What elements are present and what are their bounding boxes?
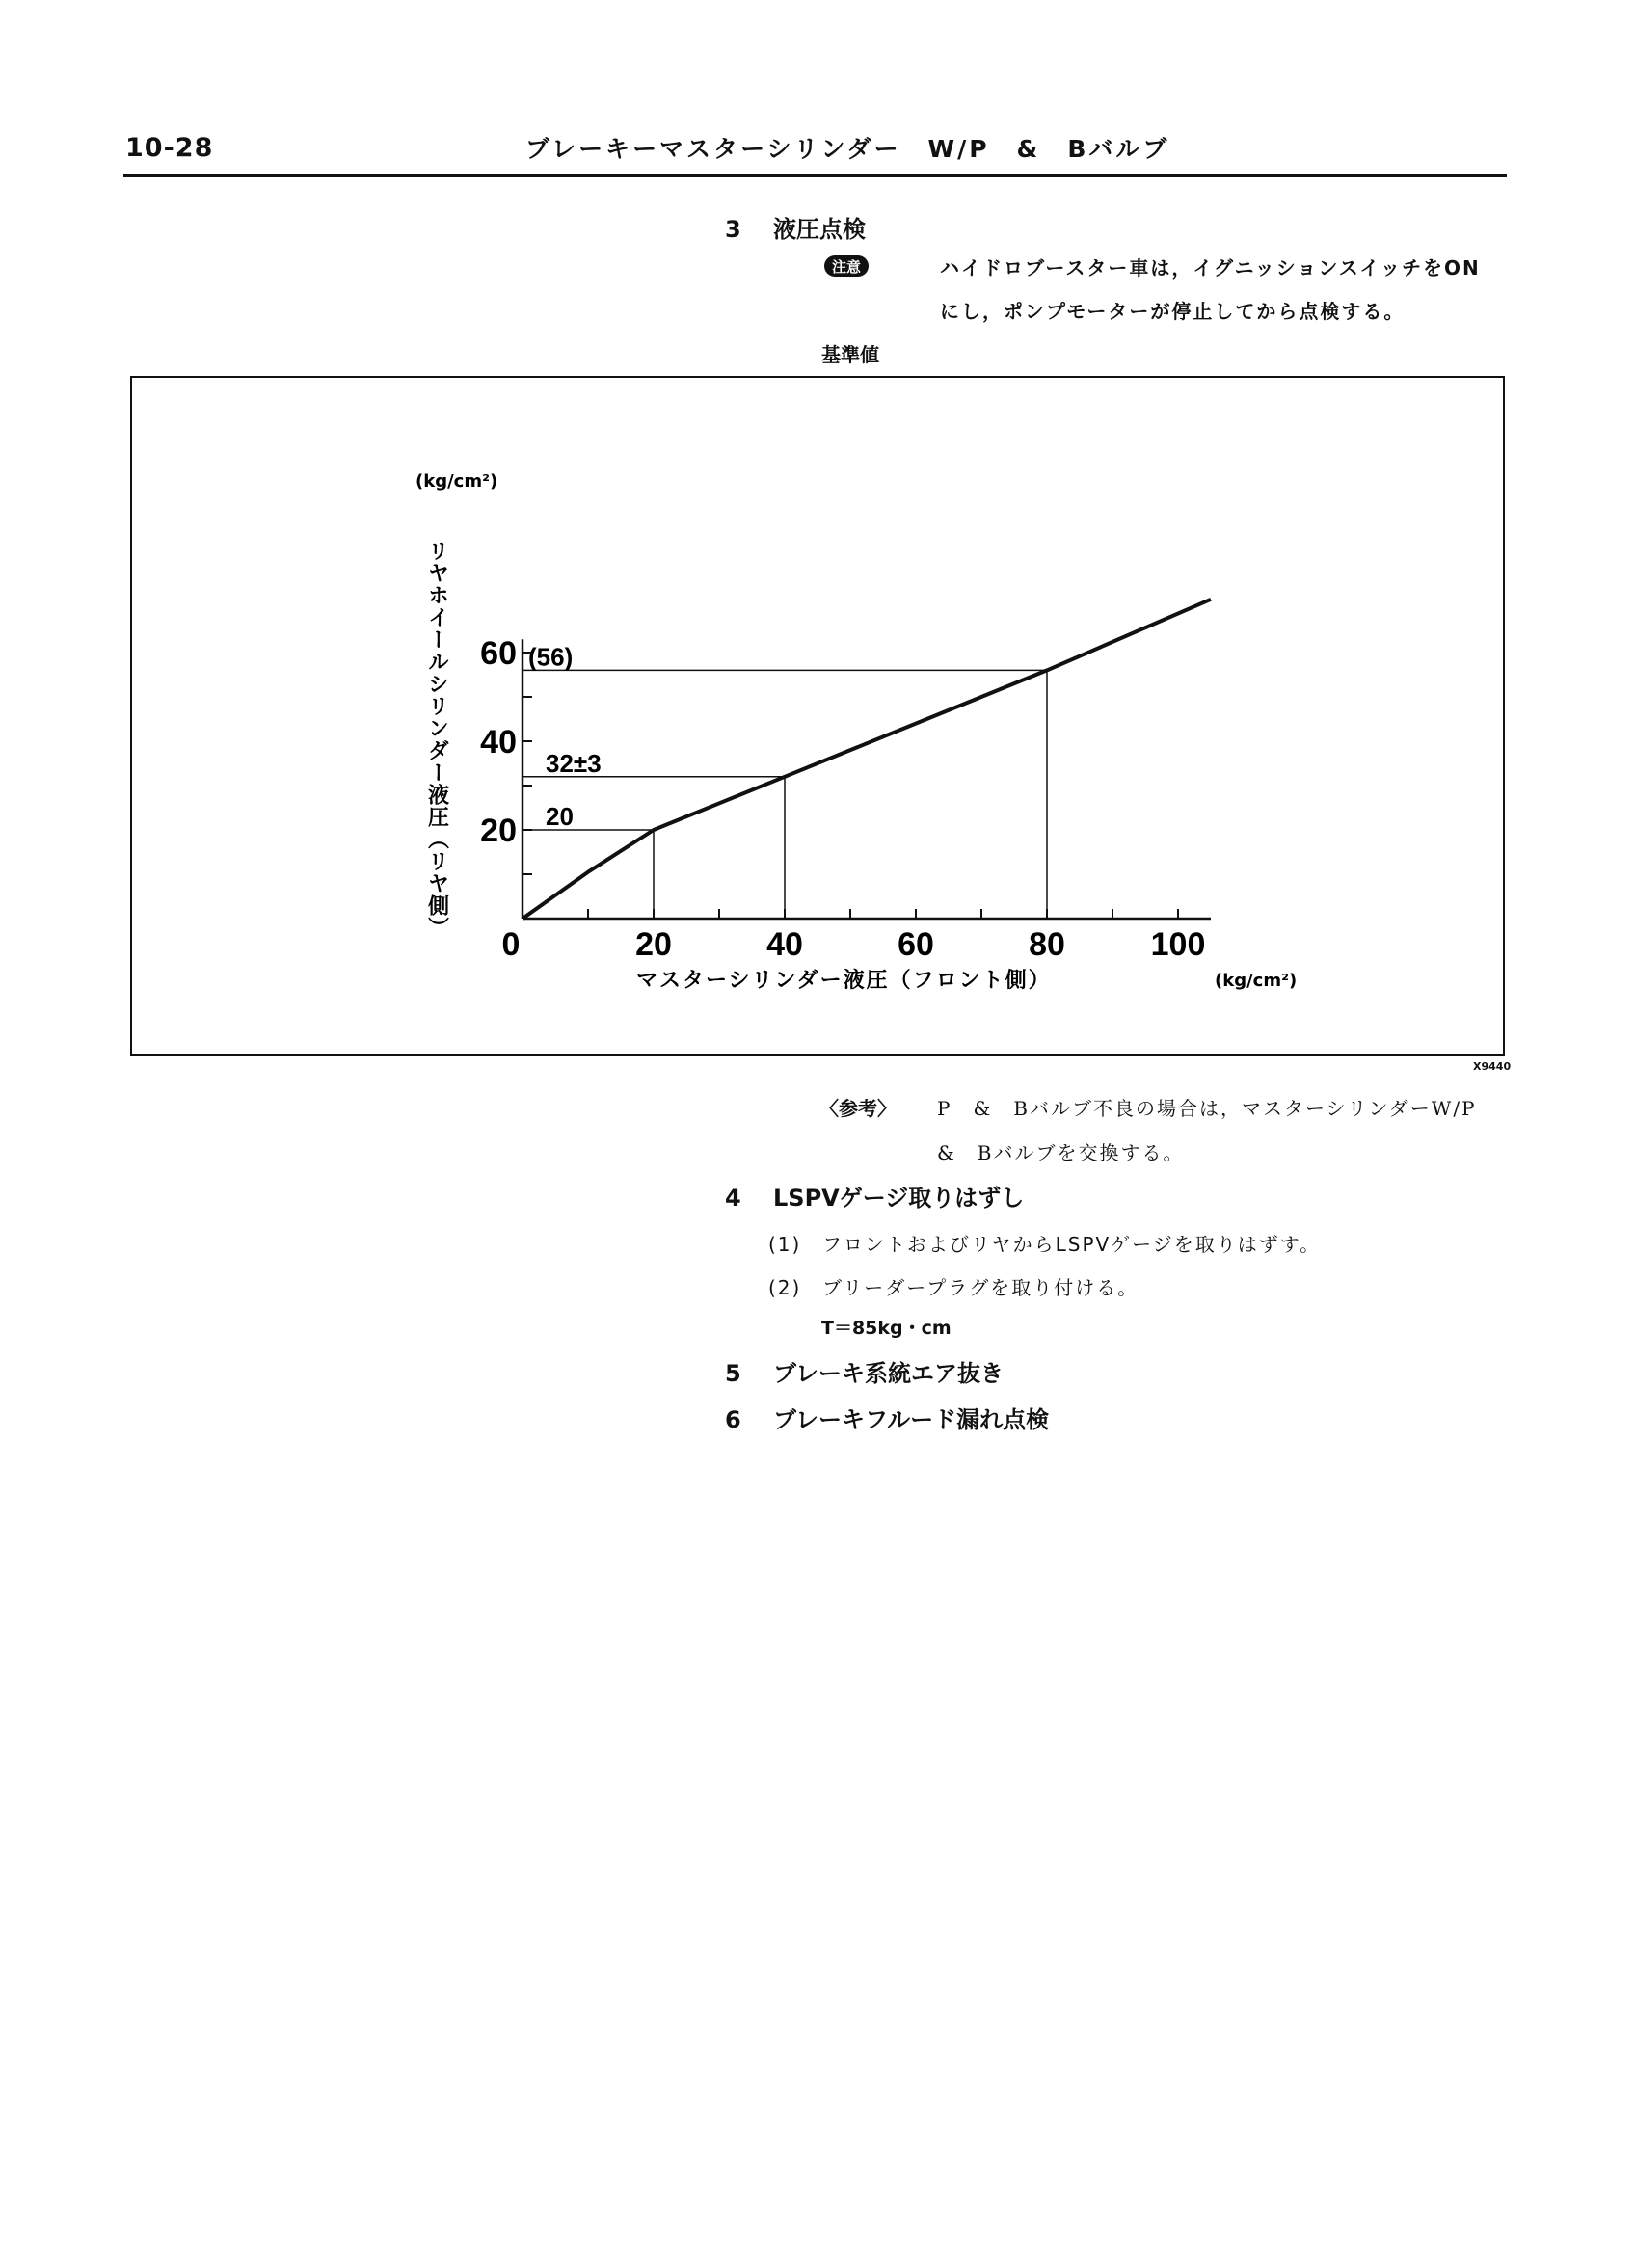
header-rule [123, 174, 1507, 177]
section-5-heading [725, 1354, 1004, 1388]
section-4-number: 4 [725, 1185, 741, 1212]
x-tick-label: 80 [1029, 926, 1065, 963]
x-axis-label: マスターシリンダー液圧（フロント側） [636, 969, 1052, 993]
pressure-chart [130, 376, 1505, 1056]
section-6-number: 6 [725, 1406, 741, 1433]
section-4-title: LSPVゲージ取りはずし [773, 1185, 1025, 1212]
y-tick-label: 40 [480, 724, 517, 760]
section-4-heading [725, 1179, 1024, 1213]
section-3-number: 3 [725, 216, 741, 243]
item-2-text: ブリーダープラグを取り付ける。 [822, 1276, 1139, 1299]
reference-value-label: 32±3 [546, 748, 602, 778]
section-3-title: 液圧点検 [773, 216, 866, 243]
reference-line-1: P & Bバルブ不良の場合は，マスターシリンダーW/P [937, 1097, 1477, 1120]
section-5-title: ブレーキ系統エア抜き [773, 1360, 1005, 1387]
x-tick-label: 60 [898, 926, 934, 963]
figure-id: X9440 [1473, 1060, 1512, 1073]
torque-spec: T＝85kg・cm [821, 1318, 952, 1339]
caution-line-2: にし，ポンプモーターが停止してから点検する。 [940, 300, 1406, 323]
standard-value-label: 基準値 [821, 343, 879, 366]
section-4-item-1 [768, 1229, 1321, 1257]
reference-value-label: 20 [546, 802, 574, 831]
section-6-heading [725, 1401, 1049, 1434]
caution-line-1: ハイドロブースター車は，イグニッションスイッチをON [940, 256, 1481, 280]
series-line [523, 600, 1211, 919]
y-tick-label: 60 [480, 635, 517, 672]
page-title: ブレーキーマスターシリンダー W/P & Bバルブ [525, 135, 1170, 163]
reference-value-label: (56) [528, 642, 574, 672]
y-tick-label: 20 [480, 813, 517, 849]
x-tick-label: 20 [635, 926, 672, 963]
reference-line-2: & Bバルブを交換する。 [937, 1141, 1185, 1164]
item-1-text: フロントおよびリヤからLSPVゲージを取りはずす。 [822, 1233, 1322, 1256]
reference-label: 〈参考〉 [819, 1097, 897, 1120]
y-unit-label: (kg/cm²) [415, 471, 498, 492]
x-tick-label: 40 [766, 926, 803, 963]
item-2-number: (2) [768, 1276, 802, 1299]
caution-badge: 注意 [824, 255, 869, 277]
section-3-heading [725, 210, 866, 244]
x-tick-label: 100 [1150, 926, 1206, 963]
x-unit-label: (kg/cm²) [1215, 971, 1298, 991]
section-4-item-2 [768, 1272, 1139, 1300]
page-number: 10-28 [125, 133, 214, 163]
section-6-title: ブレーキフルード漏れ点検 [773, 1406, 1050, 1433]
item-1-number: (1) [768, 1233, 802, 1256]
x-tick-label: 0 [501, 926, 521, 963]
y-axis-label: リヤホイールシリンダー液圧（リヤ側） [424, 540, 449, 939]
section-5-number: 5 [725, 1360, 741, 1387]
